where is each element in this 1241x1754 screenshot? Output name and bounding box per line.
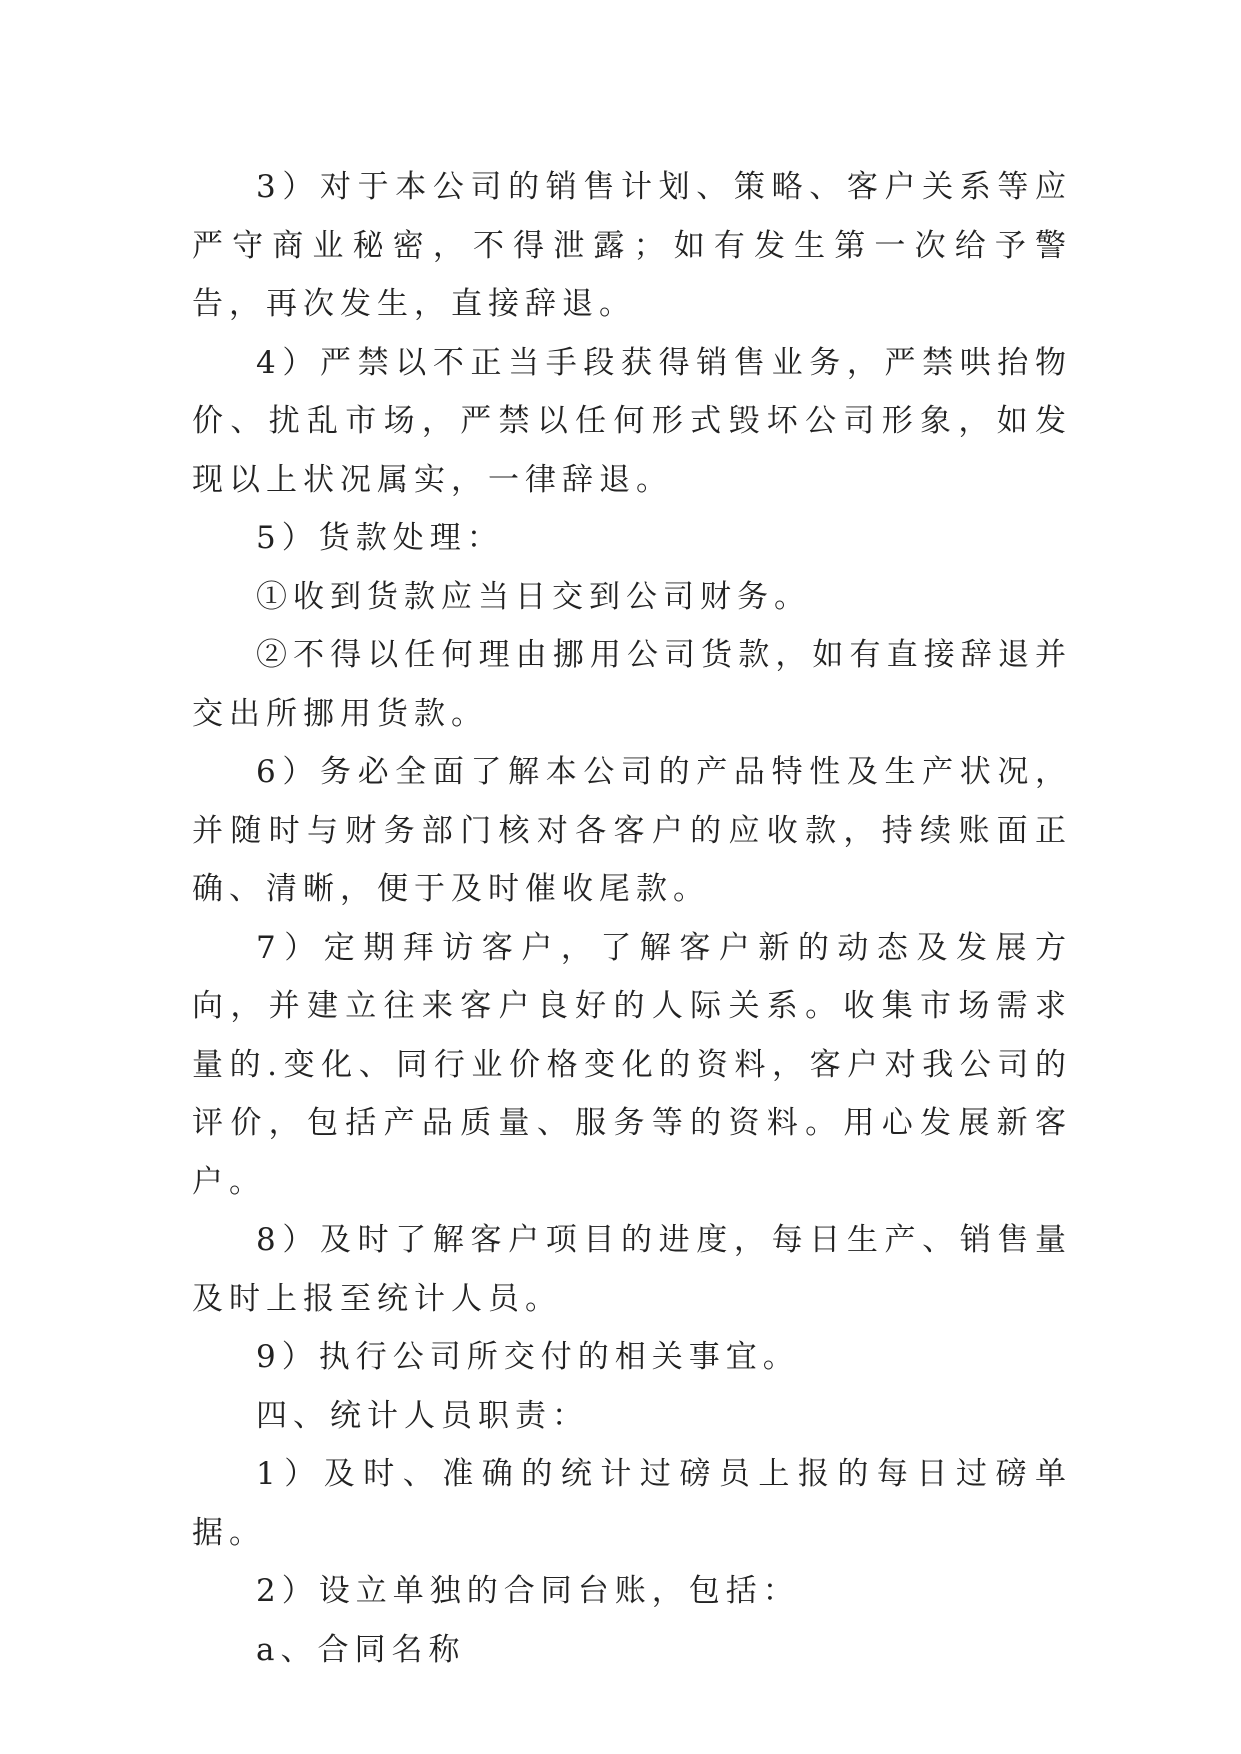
- statistician-item-1: 1）及时、准确的统计过磅员上报的每日过磅单据。: [192, 1456, 1072, 1551]
- paragraph-5-payment-handling: 5）货款处理：: [256, 520, 504, 556]
- paragraph-3-confidentiality: 3）对于本公司的销售计划、策略、客户关系等应严守商业秘密，不得泄露；如有发生第一次给予警告，再次发生，直接辞退。: [192, 169, 1072, 322]
- paragraph-4-prohibitions: 4）严禁以不正当手段获得销售业务，严禁哄抬物价、扰乱市场，严禁以任何形式毁坏公司形象，如发现以上状况属实，一律辞退。: [192, 344, 1072, 498]
- paragraph-6-product-knowledge: 6）务必全面了解本公司的产品特性及生产状况，并随时与财务部门核对各客户的应收款，持续账面正确、清晰，便于及时催收尾款。: [192, 754, 1072, 907]
- document-body: [192, 158, 1072, 1679]
- paragraph-9-other-duties: 9）执行公司所交付的相关事宜。: [256, 1339, 800, 1375]
- statistician-item-2a: a、合同名称: [256, 1631, 466, 1668]
- paragraph-8-project-progress: 8）及时了解客户项目的进度，每日生产、销售量及时上报至统计人员。: [192, 1222, 1072, 1317]
- paragraph-5-item-1: ①收到货款应当日交到公司财务。: [256, 578, 811, 615]
- paragraph-7-client-visits: 7）定期拜访客户，了解客户新的动态及发展方向，并建立往来客户良好的人际关系。收集市场需求量的.变化、同行业价格变化的资料，客户对我公司的评价，包括产品质量、服务等的资料。用心发展新客户。: [192, 929, 1072, 1200]
- statistician-item-2: 2）设立单独的合同台账，包括：: [256, 1573, 800, 1609]
- paragraph-5-item-2: ②不得以任何理由挪用公司货款，如有直接辞退并交出所挪用货款。: [192, 637, 1072, 732]
- section-heading-statistician-duties: 四、统计人员职责：: [256, 1397, 589, 1434]
